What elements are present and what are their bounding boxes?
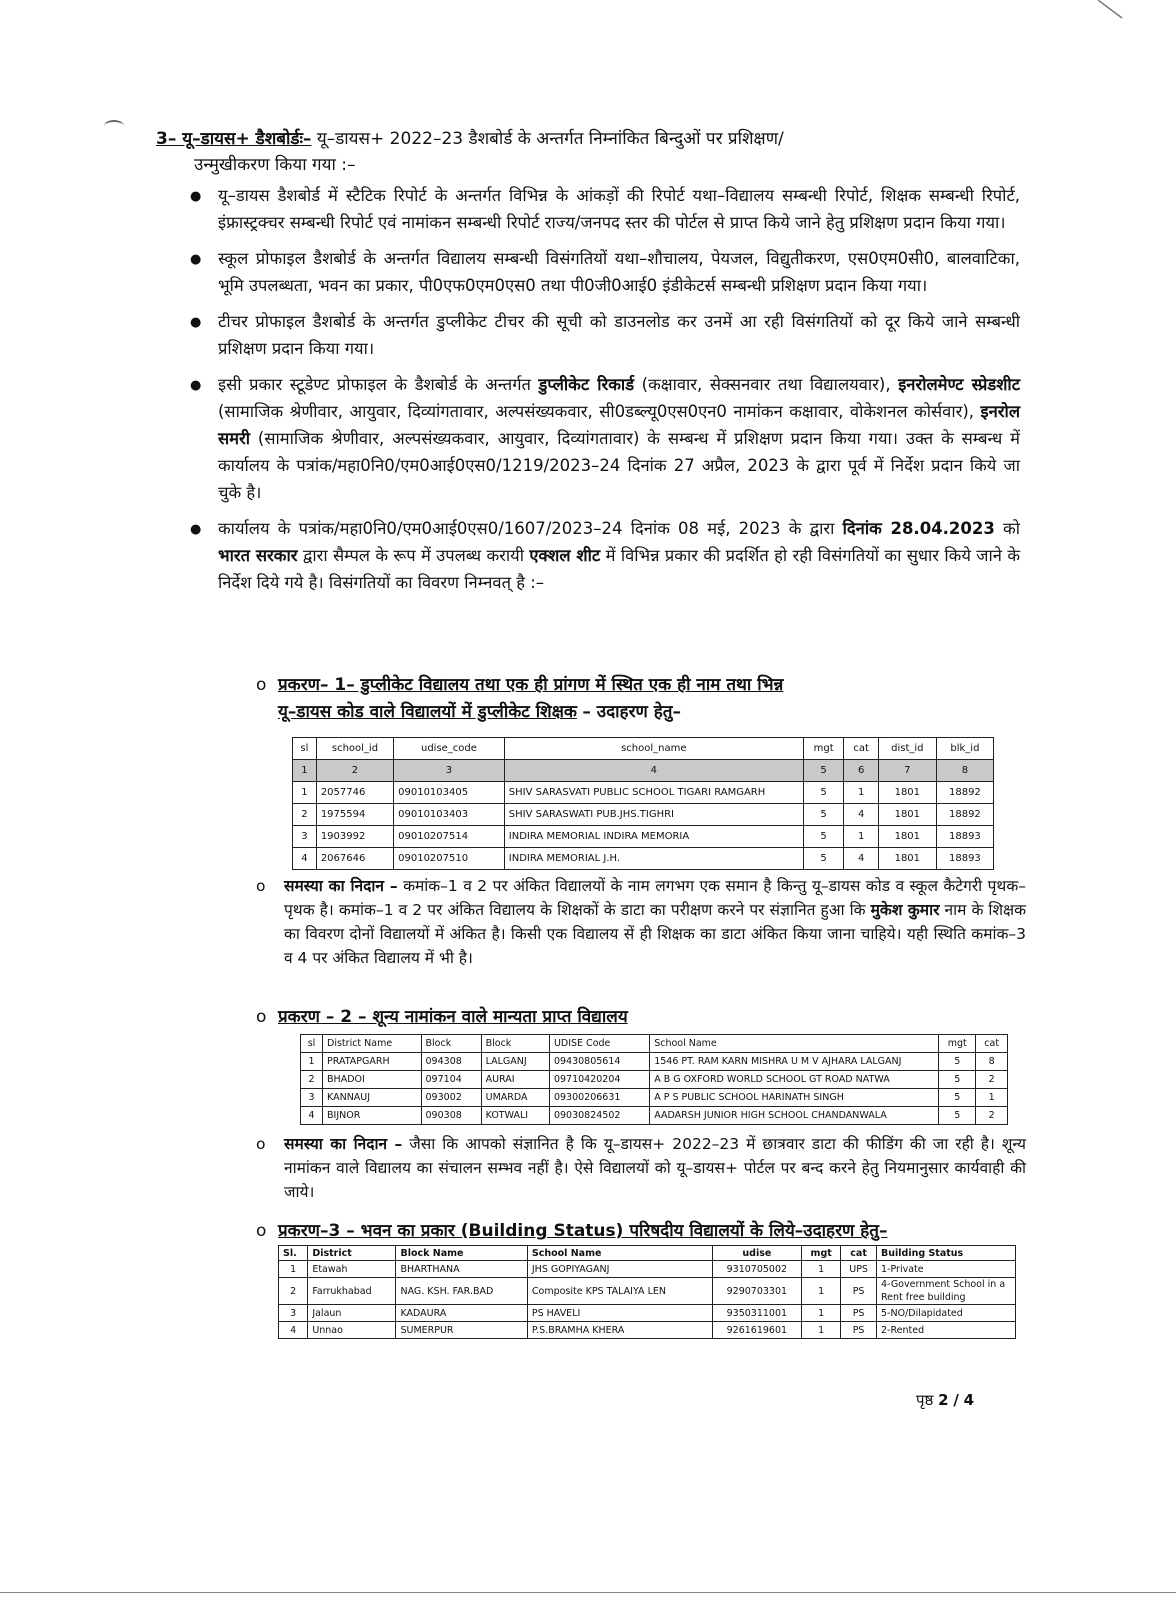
- bullet-item-school-profile: ● स्कूल प्रोफाइल डैशबोर्ड के अन्तर्गत विद्यालय सम्बन्धी विसंगतियों यथा–शौचालय, पेयजल, विद्युतीकरण, एस0एम0सी0, बालवाटिका, भूमि उपलब्धता, भवन का प्रकार, पी0एफ0एम0एस0 तथा पी0जी0आई0 इंडीकेटर्स सम्बन्धी प्रशिक्षण प्रदान किया गया।: [190, 245, 1020, 299]
- table-row: 4 Unnao SUMERPUR P.S.BRAMHA KHERA 9261619601 1 PS 2-Rented: [279, 1322, 1016, 1339]
- heading-label: 3– यू–डायस+ डैशबोर्डः–: [156, 129, 312, 149]
- diagnosis-label: समस्या का निदान –: [284, 1135, 403, 1153]
- bullet-item-office-letter: ● कार्यालय के पत्रांक/महा0नि0/एम0आई0एस0/1607/2023–24 दिनांक 08 मई, 2023 के द्वारा दिनांक 28.04.2023 को भारत सरकार द्वारा सैम्पल के रूप में उपलब्ध करायी एक्शल शीट में विभिन्न प्रकार की प्रदर्शित हो रही विसंगतियों का सुधार किये जाने के निर्देश दिये गये है। विसंगतियों का विवरण निम्नवत् है :–: [190, 515, 1020, 596]
- table-row: 2 1975594 09010103403 SHIV SARASWATI PUB.JHS.TIGHRI 5 4 1801 18892: [293, 804, 994, 826]
- table-row: 1 2057746 09010103405 SHIV SARASVATI PUBLIC SCHOOL TIGARI RAMGARH 5 1 1801 18892: [293, 782, 994, 804]
- table-row: 4 2067646 09010207510 INDIRA MEMORIAL J.H. 5 4 1801 18893: [293, 848, 994, 870]
- heading-continuation: उन्मुखीकरण किया गया :–: [194, 155, 356, 175]
- page-number: पृष्ठ 2 / 4: [916, 1391, 975, 1409]
- table-row: 2 BHADOI 097104 AURAI 09710420204 A B G OXFORD WORLD SCHOOL GT ROAD NATWA 5 2: [301, 1071, 1008, 1089]
- table-row: 3 KANNAUJ 093002 UMARDA 09300206631 A P S PUBLIC SCHOOL HARINATH SINGH 5 1: [301, 1089, 1008, 1107]
- duplicate-school-table: [292, 737, 994, 870]
- table-row: 4 BIJNOR 090308 KOTWALI 09030824502 AADARSH JUNIOR HIGH SCHOOL CHANDANWALA 5 2: [301, 1107, 1008, 1125]
- bullet-list: [190, 182, 1020, 605]
- case-3-title: o प्रकरण–3 – भवन का प्रकार (Building Status) परिषदीय विद्यालयों के लिये–उदाहरण हेतु–: [256, 1221, 888, 1241]
- punch-mark: [104, 120, 124, 132]
- building-status-table: [278, 1245, 1016, 1339]
- zero-enrollment-table: [300, 1034, 1008, 1125]
- case-2-title: o प्रकरण – 2 – शून्य नामांकन वाले मान्यता प्राप्त विद्यालय: [256, 1007, 628, 1027]
- bullet-item-student-profile: ● इसी प्रकार स्टूडेण्ट प्रोफाइल के डैशबोर्ड के अन्तर्गत डुप्लीकेट रिकार्ड (कक्षावार, सेक्सनवार तथा विद्यालयवार), इनरोलमेण्ट स्प्रेडशीट (सामाजिक श्रेणीवार, आयुवार, दिव्यांगतावार, अल्पसंख्यकवार, सी0डब्ल्यू0एस0एन0 नामांकन कक्षावार, वोकेशनल कोर्सवार), इनरोल समरी (सामाजिक श्रेणीवार, अल्पसंख्यकवार, आयुवार, दिव्यांगतावार) के सम्बन्ध में प्रशिक्षण प्रदान किया गया। उक्त के सम्बन्ध में कार्यालय के पत्रांक/महा0नि0/एम0आई0एस0/1219/2023–24 दिनांक 27 अप्रैल, 2023 के द्वारा पूर्व में निर्देश प्रदान किये जा चुके है।: [190, 371, 1020, 506]
- case-1-diagnosis: o समस्या का निदान – कमांक–1 व 2 पर अंकित विद्यालयों के नाम लगभग एक समान है किन्तु यू–डायस कोड व स्कूल कैटेगरी पृथक–पृथक है। कमांक–1 व 2 पर अंकित विद्यालय के शिक्षकों के डाटा का परीक्षण करने पर संज्ञानित हुआ कि मुकेश कुमार नाम के शिक्षक का विवरण दोनों विद्यालयों में अंकित है। किसी एक विद्यालय सें ही शिक्षक का डाटा अंकित किया जाना चाहिये। यही स्थिति कमांक–3 व 4 पर अंकित विद्यालय में भी है।: [256, 877, 1026, 967]
- table-row: 3 Jalaun KADAURA PS HAVELI 9350311001 1 PS 5-NO/Dilapidated: [279, 1305, 1016, 1322]
- bullet-item-teacher-profile: ● टीचर प्रोफाइल डैशबोर्ड के अन्तर्गत डुप्लीकेट टीचर की सूची को डाउनलोड कर उनमें आ रही विसंगतियों को दूर किये जाने सम्बन्धी प्रशिक्षण प्रदान किया गया।: [190, 308, 1020, 362]
- table-row: 3 1903992 09010207514 INDIRA MEMORIAL INDIRA MEMORIA 5 1 1801 18893: [293, 826, 994, 848]
- case-1-title: o प्रकरण– 1– डुप्लीकेट विद्यालय तथा एक ही प्रांगण में स्थित एक ही नाम तथा भिन्न यू–डायस कोड वाले विद्यालयों में डुप्लीकेट शिक्षक – उदाहरण हेतु–: [256, 675, 784, 722]
- heading-text: यू–डायस+ 2022–23 डैशबोर्ड के अन्तर्गत निम्नांकित बिन्दुओं पर प्रशिक्षण/: [316, 129, 784, 149]
- section-heading: [156, 126, 1016, 178]
- table-row: 2 Farrukhabad NAG. KSH. FAR.BAD Composite KPS TALAIYA LEN 9290703301 1 PS 4-Government School in a Rent free building: [279, 1278, 1016, 1305]
- page-edge-line: [0, 1592, 1176, 1593]
- table-index-row: 1 2 3 4 5 6 7 8: [293, 760, 994, 782]
- table-header-row: sl school_id udise_code school_name mgt cat dist_id blk_id: [293, 738, 994, 760]
- table-header-row: sl District Name Block Block UDISE Code School Name mgt cat: [301, 1035, 1008, 1053]
- table-row: 1 Etawah BHARTHANA JHS GOPIYAGANJ 9310705002 1 UPS 1-Private: [279, 1261, 1016, 1278]
- case-2-diagnosis: o समस्या का निदान – जैसा कि आपको संज्ञानित है कि यू–डायस+ 2022–23 में छात्रवार डाटा की फीडिंग की जा रही है। शून्य नामांकन वाले विद्यालय का संचालन सम्भव नहीं है। ऐसे विद्यालयों को यू–डायस+ पोर्टल पर बन्द करने हेतु नियमानुसार कार्यवाही की जाये।: [256, 1135, 1026, 1201]
- diagnosis-label: समस्या का निदान –: [284, 877, 398, 895]
- bullet-item-static-report: ● यू–डायस डैशबोर्ड में स्टैटिक रिपोर्ट के अन्तर्गत विभिन्न के आंकड़ों की रिपोर्ट यथा–विद्यालय सम्बन्धी रिपोर्ट, शिक्षक सम्बन्धी रिपोर्ट, इंफ्रास्ट्रक्चर सम्बन्धी रिपोर्ट एवं नामांकन सम्बन्धी रिपोर्ट राज्य/जनपद स्तर की पोर्टल से प्राप्त किये जाने हेतु प्रशिक्षण प्रदान किया गया।: [190, 182, 1020, 236]
- table-row: 1 PRATAPGARH 094308 LALGANJ 09430805614 1546 PT. RAM KARN MISHRA U M V AJHARA LALGANJ 5 8: [301, 1053, 1008, 1071]
- corner-mark: [1098, 0, 1128, 20]
- table-header-row: Sl. District Block Name School Name udise mgt cat Building Status: [279, 1246, 1016, 1261]
